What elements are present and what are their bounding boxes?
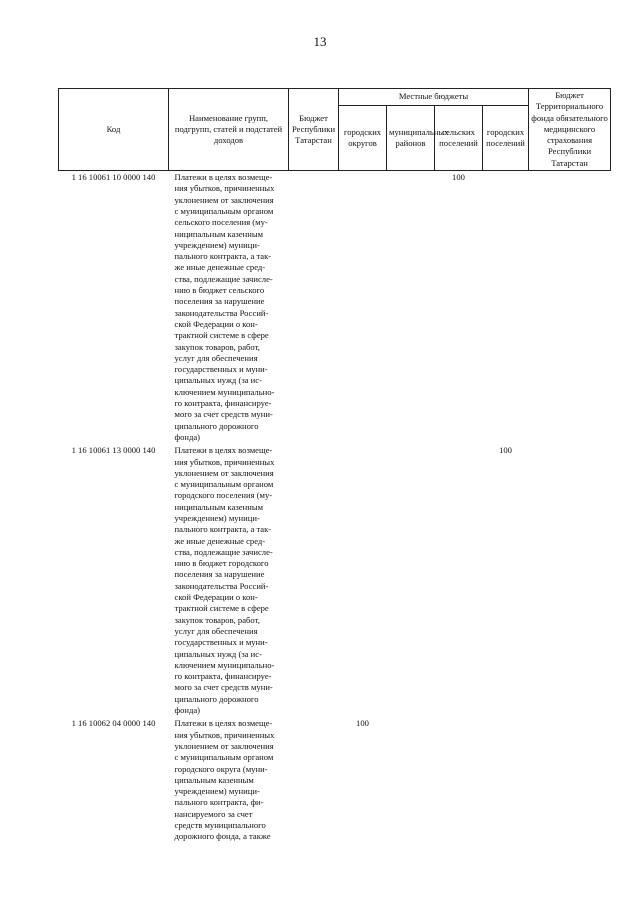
row-code: 1 16 10062 04 0000 140: [71, 718, 156, 729]
cell-municipal-districts: [387, 171, 435, 445]
row-code: 1 16 10061 13 0000 140: [71, 445, 156, 456]
row-name: Платежи в целях возмеще- ния убытков, причиненных уклонением от заключения с муниципальным органом городского поселения (му- ниципальным казенным учреждением) муници- пального контракта, а так- же иные денежные сред- ства, подлежащие зачисле- нию в бюджет городского поселения за нарушение законодательства Россий- ской Федерации о кон- трактной системе в сфере закупок товаров, работ, услуг для обеспечения государственных и муни- ципальных нужд (за ис- ключением муниципально- го контракта, финансируе- мого за счет средств муни- ципального дорожного фонда): [174, 445, 275, 716]
cell-republic: [289, 444, 339, 717]
cell-territorial-fund: [529, 171, 611, 445]
row-name: Платежи в целях возмеще- ния убытков, причиненных уклонением от заключения с муниципальным органом сельского поселения (му- ниципальным казенным учреждением) муници- пального контракта, а так- же иные денежные сред- ства, подлежащие зачисле- нию в бюджет сельского поселения за нарушение законодательства Россий- ской Федерации о кон- трактной системе в сфере закупок товаров, работ, услуг для обеспечения государственных и муни- ципальных нужд (за ис- ключением муниципально- го контракта, финансируе- мого за счет средств муни- ципального дорожного фонда): [174, 172, 275, 442]
header-urban-settlements: городских поселений: [483, 105, 529, 170]
row-name: Платежи в целях возмеще- ния убытков, причиненных уклонением от заключения с муниципальным органом городского округа (муни- ципальным казенным учреждением) муници- пального контракта, фи- нансируемого за счет средств муниципального дорожного фонда, а также: [174, 718, 275, 842]
table-row: [59, 444, 611, 717]
header-name: Наименование групп, подгрупп, статей и подстатей доходов: [169, 89, 289, 171]
header-territorial-fund: Бюджет Территориального фонда обязательного медицинского страхования Республики Татарстан: [529, 89, 611, 171]
cell-rural-settlements: [435, 717, 483, 843]
cell-territorial-fund: [529, 717, 611, 843]
cell-city-districts: 100: [356, 718, 369, 729]
header-city-districts: городских округов: [339, 105, 387, 170]
header-rural-settlements: сельских поселений: [435, 105, 483, 170]
row-code: 1 16 10061 10 0000 140: [71, 172, 156, 183]
cell-territorial-fund: [529, 444, 611, 717]
cell-city-districts: [339, 444, 387, 717]
revenue-distribution-table: [58, 88, 611, 844]
cell-city-districts: [339, 171, 387, 445]
cell-rural-settlements: 100: [452, 172, 465, 183]
cell-urban-settlements: [483, 717, 529, 843]
cell-municipal-districts: [387, 444, 435, 717]
header-municipal-districts: муниципальных районов: [387, 105, 435, 170]
header-local-budgets: Местные бюджеты: [339, 89, 529, 106]
table-row: [59, 717, 611, 843]
cell-urban-settlements: [483, 171, 529, 445]
cell-municipal-districts: [387, 717, 435, 843]
cell-republic: [289, 171, 339, 445]
cell-urban-settlements: 100: [499, 445, 512, 456]
cell-rural-settlements: [435, 444, 483, 717]
page-number: 13: [313, 34, 327, 49]
table-row: [59, 171, 611, 445]
header-code: Код: [59, 89, 169, 171]
header-republic-budget: Бюджет Республики Татарстан: [289, 89, 339, 171]
cell-republic: [289, 717, 339, 843]
